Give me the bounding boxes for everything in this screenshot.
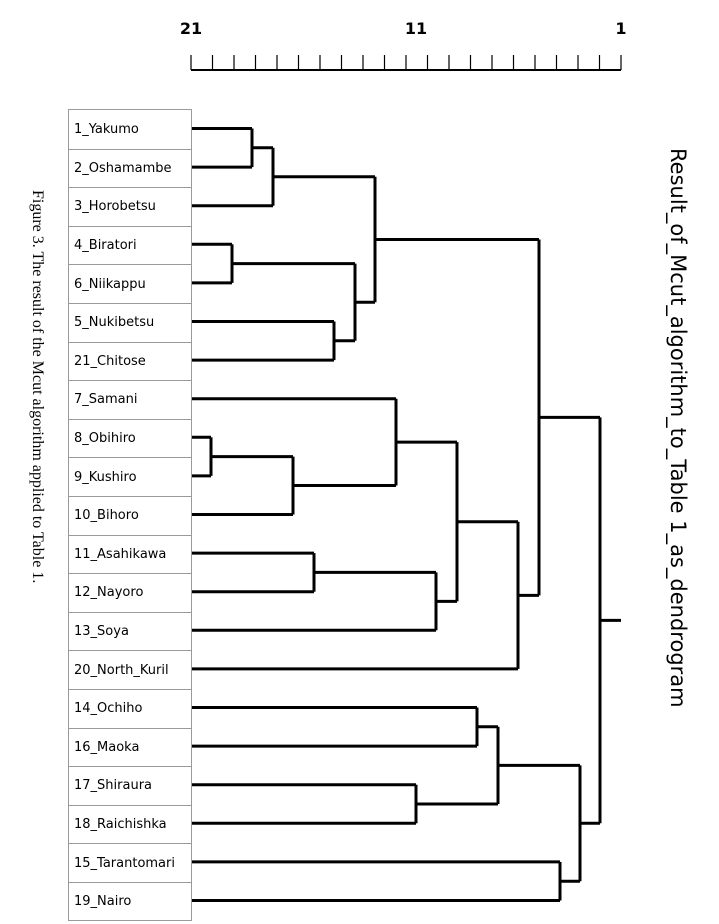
- dendrogram-title: Result_of_Mcut_algorithm_to_Table 1_as_dendrogram: [666, 148, 690, 708]
- leaf-label-table: [68, 109, 192, 921]
- leaf-label: 21_Chitose: [69, 342, 191, 381]
- scale-label-21: 21: [179, 19, 203, 38]
- leaf-label: 2_Oshamambe: [69, 149, 191, 188]
- leaf-label: 6_Niikappu: [69, 264, 191, 303]
- scale-ruler: [191, 55, 621, 70]
- scale-label-1: 1: [615, 19, 627, 38]
- leaf-label: 19_Nairo: [69, 882, 191, 921]
- leaf-label: 16_Maoka: [69, 728, 191, 767]
- leaf-label: 7_Samani: [69, 380, 191, 419]
- leaf-label: 10_Bihoro: [69, 496, 191, 535]
- leaf-label: 13_Soya: [69, 612, 191, 651]
- leaf-label: 8_Obihiro: [69, 419, 191, 458]
- leaf-label: 3_Horobetsu: [69, 187, 191, 226]
- leaf-label: 1_Yakumo: [74, 121, 139, 137]
- leaf-label: 14_Ochiho: [69, 689, 191, 728]
- leaf-label: 9_Kushiro: [69, 457, 191, 496]
- leaf-label: 12_Nayoro: [69, 573, 191, 612]
- leaf-label: 15_Tarantomari: [69, 843, 191, 882]
- leaf-label: 11_Asahikawa: [69, 535, 191, 574]
- leaf-label: 18_Raichishka: [69, 805, 191, 844]
- leaf-label: 20_North_Kuril: [69, 650, 191, 689]
- figure-caption: Figure 3. The result of the Mcut algorithm applied to Table 1.: [29, 190, 46, 584]
- leaf-label: 4_Biratori: [69, 226, 191, 265]
- leaf-label: 17_Shiraura: [69, 766, 191, 805]
- dendrogram-branches: [191, 129, 621, 901]
- leaf-label: 5_Nukibetsu: [69, 303, 191, 342]
- scale-label-11: 11: [404, 19, 428, 38]
